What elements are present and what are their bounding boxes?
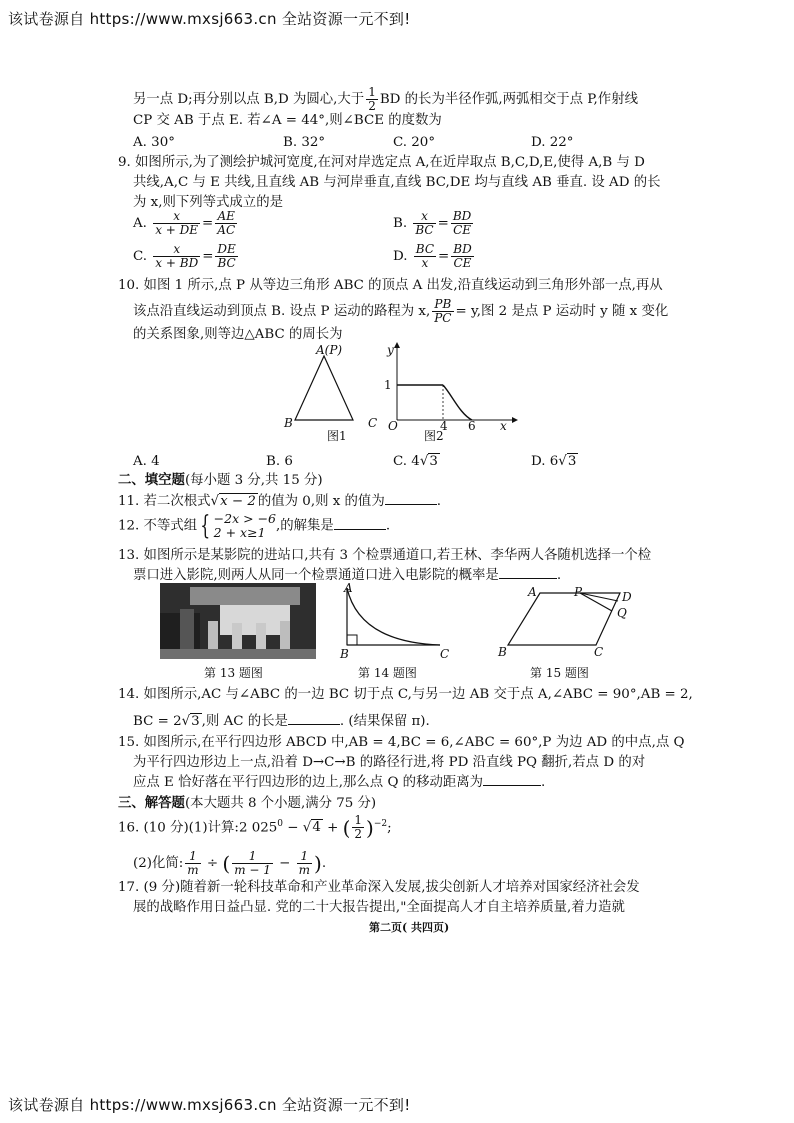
q12-row1: −2x > −6 [213,511,276,526]
q9-optC-lnum: x [153,243,200,257]
q14-text-a: BC = 2 [133,714,182,729]
q15-line2: 为平行四边形边上一点,沿着 D→C→B 的路径行进,将 PD 沿直线 PQ 翻折,若点 D 的对 [133,755,646,770]
q15-point-d: D [622,590,632,604]
section-3-heading [118,793,376,814]
q15-fig-caption: 第 15 题图 [530,666,589,680]
q9-optA-rnum: AE [215,210,237,224]
q15-line3 [133,773,545,793]
q16-divide: ÷ [202,856,223,871]
q12-brace: { [200,511,211,541]
section-2-heading [118,470,323,491]
q12-system [214,512,276,540]
watermark-bottom: 该试卷源自 https://www.mxsj663.cn 全站资源一元不到! [8,1096,411,1114]
q9-optB-right [451,210,473,237]
q16-part2: (2)化简: $\frac{1}{m}$ ÷ ( $\frac{1}{m - 1}$ − $\frac{1}{m}$ ). [133,849,327,877]
q9-optA-lnum: x [153,210,200,224]
q10-optD-radicand: 3 [567,454,577,469]
q10-fig1-c-label: C [368,416,378,430]
q14-figure [340,583,452,661]
q10-text-a: 该点沿直线运动到顶点 B. 设点 P 运动的路程为 x, [133,304,431,319]
q9-optB-rnum: BD [452,209,472,223]
q9-optD-right [451,243,473,270]
q9-line2: 共线,A,C 与 E 共线,且直线 AB 与河岸垂直,直线 BC,DE 均与直线 AB 垂直. 设 AD 的长 [133,175,661,190]
q10-optD-text: D. 6 [531,454,559,469]
q15-line1: 15. 如图所示,在平行四边形 ABCD 中,AB = 4,BC = 6,∠ABC = 60°,P 为边 AD 的中点,点 Q [118,735,685,750]
q16-f1 [185,850,200,877]
q16-minus: − [283,820,303,836]
q14-text-b: ,则 AC 的长是 [201,714,288,729]
q9-optA-rden: AC [217,223,236,237]
section-2-title: 二、填空题 [118,472,185,488]
q10-fig2-graph [380,340,520,430]
q8-option-d: D. 22° [531,135,574,150]
q8-option-b: B. 32° [283,135,326,150]
q16-f3-num: 1 [297,850,312,864]
q9-optD-rnum: BD [453,242,472,256]
q9-optA-lden: x + DE [155,223,199,237]
q8-half-den: 2 [368,99,376,113]
q16-f1-num: 1 [185,850,200,864]
q10-line2 [133,298,668,325]
q10-fig2-tick-4: 4 [440,419,448,433]
q11-text-b: 的值为 0,则 x 的值为 [257,494,385,509]
q8-half-num: 1 [368,85,376,99]
q10-frac-den: PC [434,311,452,325]
q16-f2-den: m − 1 [234,863,271,877]
q14-fig-caption: 第 14 题图 [358,666,417,680]
q16-part1: 16. (10 分)(1)计算:2 $025^0 - √4$ + ( $\frac{1}{2}$ )$^{-2}$; [118,813,392,842]
q8-line2: CP 交 AB 于点 E. 若∠A = 44°,则∠BCE 的度数为 [133,113,442,128]
q10-frac-num: PB [432,298,453,312]
q9-option-d: D. $\frac{BC}{x}$ = $\frac{BD}{CE}$ [393,242,472,270]
q10-fig1-b-label: B [284,416,293,430]
q9-line3: 为 x,则下列等式成立的是 [133,195,283,210]
q9-optC-lden: x + BD [155,256,199,270]
q15-point-c: C [594,645,604,659]
q10-option-b: B. 6 [266,454,293,469]
q14-point-a: A [344,581,353,595]
q16-f2 [232,850,273,877]
q16-f1-den: m [187,863,199,877]
q12-text-a: 12. 不等式组 [118,518,198,534]
q10-fraction [432,298,453,325]
section-2-note: (每小题 3 分,共 15 分) [184,473,323,488]
q9-optC-label: C. [133,249,148,264]
q9-optD-left [414,243,436,270]
q11-end: . [436,494,441,509]
q10-option-d: D. 6√3 [531,454,577,469]
q10-optC-radicand: 3 [429,454,438,469]
q12-end: . [385,518,391,534]
q9-optD-rden: CE [453,256,472,270]
q15-point-b: B [498,645,507,659]
q9-optC-rnum: DE [217,242,236,256]
q13-photo-drawing [160,583,316,659]
q14-line1: 14. 如图所示,AC 与∠ABC 的一边 BC 切于点 C,与另一边 AB 交于点 A,∠ABC = 90°,AB = 2, [118,687,693,702]
q8-text-b: BD 的长为半径作弧,两弧相交于点 P,作射线 [379,92,638,107]
q10-line1: 10. 如图 1 所示,点 P 从等边三角形 ABC 的顶点 A 出发,沿直线运动到三角形外部一点,再从 [118,278,663,293]
q16-plus: + [322,820,343,836]
q14-radicand: 3 [191,714,200,729]
q9-optA-right [215,210,237,237]
q10-text-b: = y,图 2 是点 P 运动时 y 随 x 变化 [455,304,669,319]
q11-text-a: 11. 若二次根式 [118,494,211,509]
q12-answer-blank[interactable] [334,517,386,530]
q15-text: 应点 E 恰好落在平行四边形的边上,那么点 Q 的移动距离为 [133,775,484,790]
q16-end: . [321,856,327,871]
q8-text-a: 另一点 D;再分别以点 B,D 为圆心,大于 [133,92,365,107]
q9-optC-rden: BC [217,256,236,270]
watermark-top: 该试卷源自 https://www.mxsj663.cn 全站资源一元不到! [8,10,411,28]
section-3-title: 三、解答题 [118,795,185,811]
q12 [118,512,390,540]
q10-option-c: C. 4√3 [393,454,438,469]
q13-line1: 13. 如图所示是某影院的进站口,共有 3 个检票通道口,若王林、李华两人各随机选择一个检 [118,548,652,563]
q16-f2-num: 1 [232,850,273,864]
q9-optC-left [153,243,200,270]
q16-f3-den: m [298,863,311,877]
q8-option-c: C. 20° [393,135,436,150]
q16-semicolon: ; [387,820,392,836]
q10-fig2-x-label: x [500,419,507,433]
q14-point-c: C [440,647,450,661]
q13-end: . [556,568,562,583]
q10-fig1-apex-label: A(P) [316,343,343,357]
q9-optB-left [413,210,435,237]
page-footer: 第二页( 共四页) [369,921,450,934]
q17-line2: 展的战略作用日益凸显. 党的二十大报告提出,"全面提高人才自主培养质量,着力造就 [133,900,625,915]
q9-optB-rden: CE [453,223,472,237]
q9-option-a: A. $\frac{x}{x + DE}$ = $\frac{AE}{AC}$ [133,209,236,237]
q15-end: . [541,775,546,790]
q13-text: 票口进入影院,则两人从同一个检票通道口进入电影院的概率是 [133,568,499,583]
q16-exp0: 0 [277,819,284,829]
q16-half [352,814,364,841]
q15-answer-blank[interactable] [483,773,541,786]
q13-cinema-photo [160,583,316,659]
q13-fig-caption: 第 13 题图 [204,666,263,680]
q15-point-p: P [574,585,583,599]
q10-fig2-tick-1: 1 [384,378,392,392]
q12-row2: 2 + x≥1 [213,525,266,540]
q9-optB-lnum: x [413,210,435,224]
q10-fig2-origin: O [388,419,398,433]
q9-optA-left [153,210,200,237]
q13-answer-blank[interactable] [499,566,557,579]
q14-point-b: B [340,647,349,661]
q16-text-b: (2)化简: [133,856,184,871]
q11-radicand: x − 2 [220,494,256,509]
q8-half-fraction [366,86,378,113]
q8-line1 [133,86,638,113]
section-3-note: (本大题共 8 个小题,满分 75 分) [184,796,377,811]
q14-answer-blank[interactable] [288,712,340,725]
q10-line3: 的关系图象,则等边△ABC 的周长为 [133,327,343,342]
q11-answer-blank[interactable] [385,492,437,505]
q14-text-c: . (结果保留 π). [339,714,430,729]
q8-option-a: A. 30° [133,135,175,150]
q16-half-num: 1 [354,813,363,828]
q15-point-a: A [528,585,537,599]
q15-point-q: Q [617,606,627,620]
q9-optB-label: B. [393,216,408,231]
q9-optB-lden: BC [415,223,434,237]
q16-exp-neg2: −2 [373,819,388,829]
q9-optD-lden: x [421,256,429,270]
q17-line1: 17. (9 分)随着新一轮科技革命和产业革命深入发展,拔尖创新人才培养对国家经济社会发 [118,880,640,895]
q9-line1: 9. 如图所示,为了测绘护城河宽度,在河对岸选定点 A,在近岸取点 B,C,D,E,使得 A,B 与 D [118,155,645,170]
q10-optC-text: C. 4 [393,454,420,469]
q11: 11. 若二次根式√x − 2 的值为 0,则 x 的值为 . [118,494,441,509]
q10-fig2-tick-6: 6 [468,419,476,433]
q16-f3 [297,850,312,877]
q10-fig2-caption: 图2 [424,429,444,443]
q14-line2: BC = 2√3 ,则 AC 的长是 . (结果保留 π). [133,714,430,729]
q10-fig1-caption: 图1 [327,429,347,443]
q9-optA-label: A. [133,216,147,231]
q9-optD-label: D. [393,249,408,264]
q10-fig2-y-label: y [387,343,394,357]
q16-radicand: 4 [312,820,321,836]
q9-optC-right [215,243,237,270]
q15-figure [500,583,640,661]
q9-option-c: C. $\frac{x}{x + BD}$ = $\frac{DE}{BC}$ [133,242,236,270]
q9-option-b: B. $\frac{x}{BC}$ = $\frac{BD}{CE}$ [393,209,472,237]
q12-text-b: ,的解集是 [276,518,334,534]
q16-text-a: 16. (10 分)(1)计算:2 025 [118,820,278,836]
q16-half-den: 2 [354,827,363,842]
q9-optD-lnum: BC [415,242,435,256]
q10-option-a: A. 4 [133,454,160,469]
